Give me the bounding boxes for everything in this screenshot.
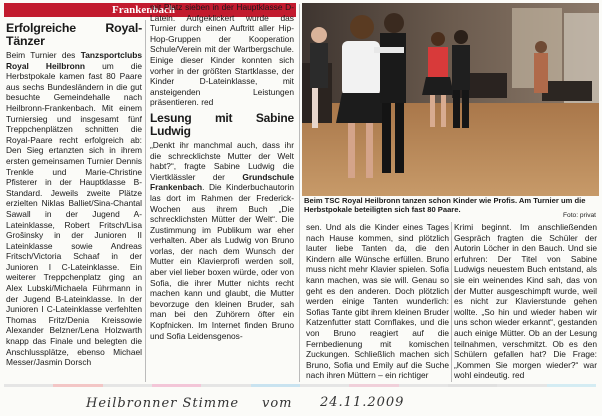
body-text: Beim Turnier des: [6, 50, 81, 60]
photo-caption: Beim TSC Royal Heilbronn tanzen schon Kinder wie Profis. Am Turnier um die Herbstpokale beteiligten sich fast 80 Paare.: [304, 196, 586, 214]
print-color-bar: [4, 384, 596, 387]
photo-credit: Foto: privat: [563, 212, 596, 219]
headline-royal: Erfolgreiche Royal-Tänzer: [6, 21, 142, 48]
body-text: „Denkt ihr manchmal auch, dass ihr die schrecklichste Mutter der Welt habt?“, fragte Sabine Ludwig die Viertklässler der: [150, 139, 294, 182]
school-name: Grundschule Frankenbach: [150, 171, 294, 193]
article-royal-column-1: [6, 22, 142, 380]
dance-photo: [302, 3, 599, 196]
article-royal-body: [6, 50, 142, 368]
headline-lesung: Lesung mit Sabine Ludwig: [150, 110, 294, 138]
handwritten-source-note: [0, 394, 602, 414]
article-lesung-column-4: [454, 222, 597, 388]
column-divider: [451, 222, 452, 382]
article-column-2: [150, 2, 294, 380]
handwritten-date: 24.11.2009: [320, 395, 405, 410]
article-lesung-body-3: sen. Und als die Kinder eines Tages nach Hause kommen, sind plötzlich lauter liebe Tanten da, die den Kindern alle Wünsche erfüllen. Bruno muss nicht mehr Klavier spielen. Sofia kann machen, was sie will. Genau so geht es den anderen. Doch plötzlich werden einige Tanten wunderlich: Sofias Tante gibt ihrem kleinen Bruder Katzenfutter statt Cornflakes, und die von Bruno reagiert auf die Fernbedienung mit komischen Zuckungen. Schließlich machen sich Bruno, Sofia und Emily auf die Suche nach ihren Müttern – ein richtiger: [306, 222, 449, 381]
club-name: Tanzsportclubs Royal Heilbronn: [6, 50, 142, 71]
body-text: . Die Kinderbuchautorin las dort im Rahmen der Frederick-Wochen aus ihrem Buch „Die schrecklichsten Mütter der Welt“. Die Zustimmung im Publikum war eher verhalten. Aber als Ludwig von Bruno vorlas, der nach dem Wunsch der Mutter ein Klavierprofi werden soll, aber viel lieber boxen würde, oder von Sofia, die ihrer Mutter nichts recht machen kann und glaubt, die Mutter bevorzuge den kleinen Bruder, sah man bei den Zuhörern öfter ein Kopfnicken. Im Internet finden Bruno und Sofia Leidensgenos-: [150, 182, 294, 341]
article-lesung-column-3: [306, 222, 449, 388]
column-divider: [145, 20, 146, 382]
body-text: um die Herbstpokale kamen fast 80 Paare aus sechs Bundesländern in die gut besuchte Gemeindehalle nach Heilbronn-Frankenbach. Mit einem Turniersieg und insgesamt fünf Treppchenplätzen schnitten die Royal-Paare recht erfolgreich ab: Den Sieg ertanzten sich in ihrem ersten gemeinsamen Turnier Dennis Trenkle und Marie-Christine Pfisterer in der Hauptklasse B-Standard. Jeweils zweite Plätze erzielten Niklas Balliet/Sina-Chantal Sawall in der Jugend A-Lateinklasse, Robert Fritsch/Lisa Grošinsky in der Junioren II Lateinklasse sowie Andreas Fritsch/Victoria Schaaf in der Junioren I C-Lateinklasse. Ein weiterer Treppchenplatz ging an Alex Lubski/Michaela Führmann in der Jugend B-Lateinklasse. In der Junioren I C-Lateinklasse verfehlten Thomas Fritz/Denia Kreissowie Alexander Belzner/Lena Holzwarth knapp das Finale und belegten die Anschlussplätze, ebenso Michael Messer/Jasmin Dorsch: [6, 60, 143, 368]
handwritten-date-prefix: vom: [262, 396, 293, 411]
column-divider: [299, 4, 300, 382]
dancers-image: [302, 3, 599, 196]
article-lesung-body: [150, 140, 294, 341]
article-lesung-body-4: Krimi beginnt. Im anschließenden Gespräch fragten die Schüler der Autorin Löcher in den Bauch. Und sie erfuhren: Der Titel von Sabine Ludwigs neuestem Buch entstand, als sie ein weinendes Kind sah, das von der Mutter ausgeschimpft wurde, weil es nicht zur Klavierstunde gehen wollte. „So hin und wieder haben wir uns schon wieder erkannt“, gestanden auch einige Mütter. Ob an der Lesung teilnahmen, verschmitzt. Ob es den Schülern gefallen hat? Die Frage: „Kommen Sie morgen wieder?“ war wohl eindeutig. red: [454, 222, 597, 381]
article-royal-continuation: mit Platz sieben in der Hauptklasse D-Latein. Aufgeklickert wurde das Turnier durch einen Auftritt aller Hip-Hop-Gruppen der Kooperation Schule/Verein mit der Wartbergschule. Einige dieser Kinder konnten sich vorher in der größten Startklasse, der Kinder D-Lateinklasse, mit ansteigenden Leistungen präsentieren. red: [150, 2, 294, 108]
section-header: Frankenbach: [4, 3, 296, 17]
handwritten-source: Heilbronner Stimme: [86, 396, 240, 411]
